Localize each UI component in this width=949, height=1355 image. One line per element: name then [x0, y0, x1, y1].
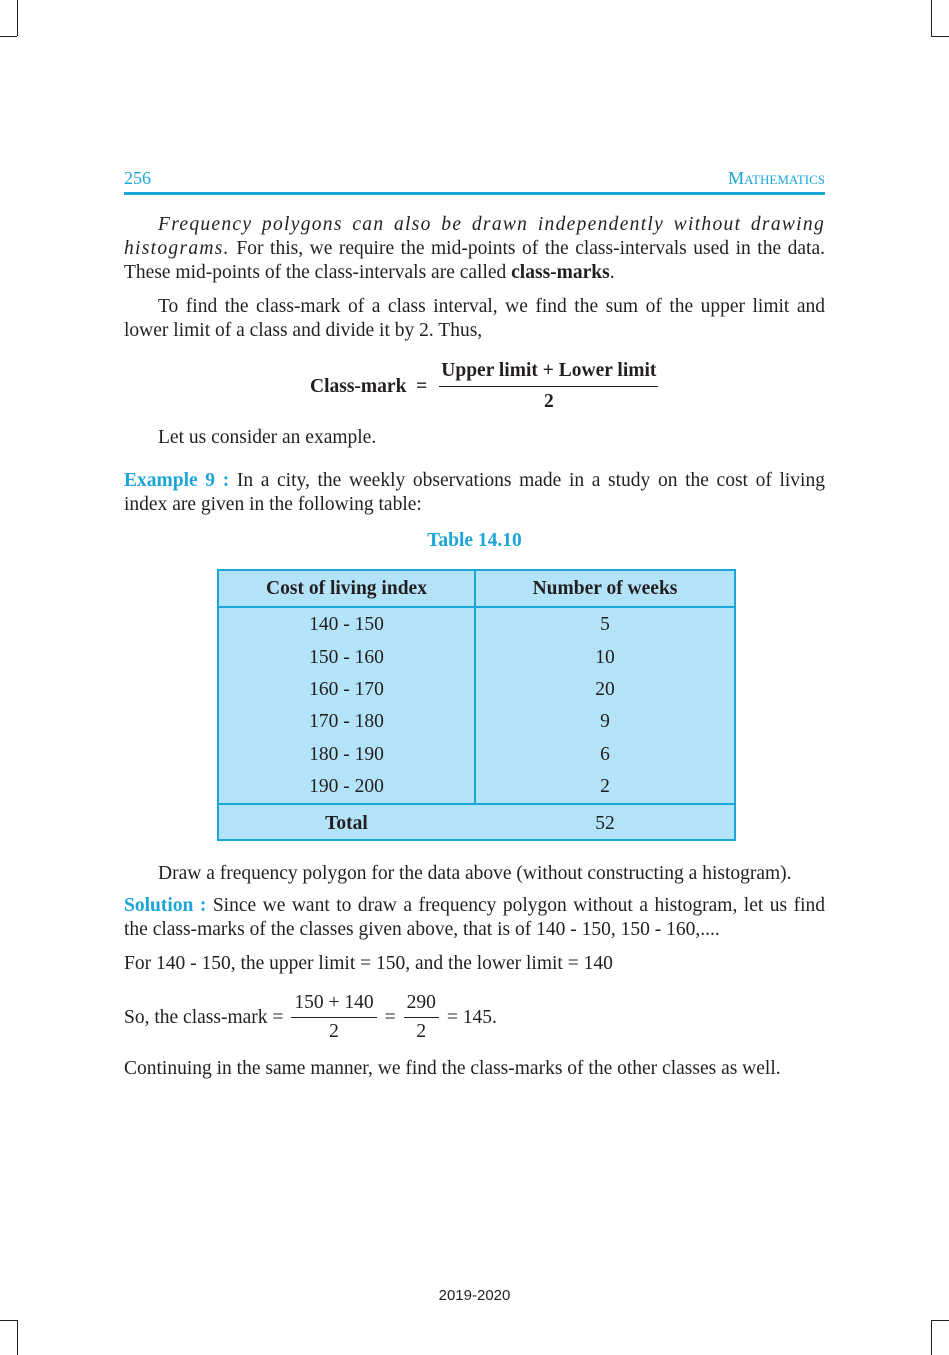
- bold-term: class-marks: [511, 262, 610, 283]
- table-total-label: Total: [325, 813, 368, 834]
- table-cell-interval: 170 - 180: [309, 711, 384, 732]
- solution-text: Since we want to draw a frequency polygon without a histogram, let us find the class-marks of the classes given above, that is of 140 - 150, 150 - 160,....: [124, 895, 825, 940]
- paragraph-class-mark-method: To find the class-mark of a class interval, we find the sum of the upper limit and lower limit of a class and divide it by 2. Thus,: [124, 296, 825, 341]
- calc-equals: =: [384, 1006, 396, 1028]
- example-paragraph: [124, 469, 825, 517]
- table-cell-weeks: 2: [600, 776, 610, 797]
- calc-denominator: 2: [416, 1021, 427, 1042]
- paragraph-class-marks-intro: [124, 213, 825, 285]
- table-caption: Table 14.10: [427, 530, 522, 551]
- total-divider: [219, 803, 734, 805]
- formula-fraction: [439, 360, 658, 413]
- formula-label: Class-mark =: [310, 375, 428, 397]
- example-text: In a city, the weekly observations made in a study on the cost of living index are given in the following table:: [124, 470, 825, 515]
- running-head: Mathematics: [728, 168, 825, 188]
- text: .: [609, 262, 615, 283]
- footer-year: 2019-2020: [438, 1287, 511, 1304]
- calc-numerator: 150 + 140: [291, 992, 376, 1018]
- table-cell-interval: 180 - 190: [309, 744, 384, 765]
- crop-mark: [17, 1320, 18, 1355]
- paragraph-continue: Continuing in the same manner, we find the class-marks of the other classes as well.: [124, 1058, 781, 1079]
- calc-numerator: 290: [404, 992, 439, 1018]
- class-mark-calculation: [124, 992, 497, 1043]
- header-divider: [219, 606, 734, 608]
- crop-mark: [931, 1320, 932, 1355]
- formula-denominator: 2: [543, 391, 554, 412]
- calc-denominator: 2: [329, 1021, 339, 1042]
- class-mark-formula: [310, 360, 658, 413]
- table-cell-weeks: 5: [600, 614, 610, 635]
- table-header-cost: Cost of living index: [266, 578, 427, 599]
- crop-mark: [0, 36, 17, 37]
- crop-mark: [931, 36, 949, 37]
- table-cell-weeks: 9: [600, 711, 610, 732]
- table-cell-weeks: 6: [600, 744, 610, 765]
- paragraph-limits: For 140 - 150, the upper limit = 150, and the lower limit = 140: [124, 953, 613, 974]
- text: For this, we require the mid-points of the class-intervals used in the data. These mid-points of the class-intervals are called: [124, 238, 825, 283]
- page-number: 256: [124, 168, 151, 188]
- formula-numerator: Upper limit + Lower limit: [439, 360, 658, 387]
- solution-paragraph: [124, 894, 825, 942]
- crop-mark: [0, 1320, 17, 1321]
- table-cell-interval: 190 - 200: [309, 776, 384, 797]
- crop-mark: [931, 1320, 949, 1321]
- crop-mark: [17, 0, 18, 36]
- crop-mark: [931, 0, 932, 36]
- table-cell-interval: 150 - 160: [309, 647, 384, 668]
- calc-prefix: So, the class-mark =: [124, 1006, 284, 1028]
- paragraph-example-lead: Let us consider an example.: [158, 427, 377, 448]
- table-total-value: 52: [595, 813, 615, 834]
- table-cell-weeks: 20: [595, 679, 615, 700]
- table-cell-weeks: 10: [595, 647, 615, 668]
- header-rule: [124, 192, 825, 195]
- paragraph-task: Draw a frequency polygon for the data above (without constructing a histogram).: [158, 863, 792, 884]
- calc-result: = 145.: [446, 1006, 497, 1028]
- table-cell-interval: 160 - 170: [309, 679, 384, 700]
- data-table: [217, 569, 736, 841]
- table-cell-interval: 140 - 150: [309, 614, 384, 635]
- table-header-weeks: Number of weeks: [532, 578, 678, 599]
- solution-label: Solution :: [124, 895, 207, 916]
- calc-fraction-total: [404, 992, 439, 1043]
- example-label: Example 9 :: [124, 470, 230, 491]
- calc-fraction-sum: [291, 992, 376, 1043]
- italic-intro: Frequency polygons can also be drawn independently without drawing histograms.: [124, 214, 825, 259]
